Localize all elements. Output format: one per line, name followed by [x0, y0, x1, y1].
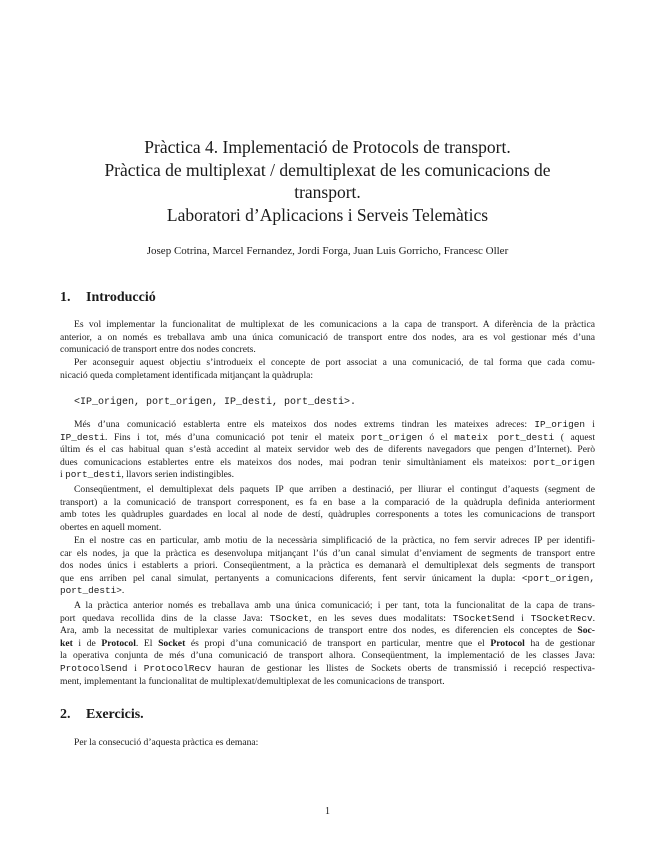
paragraph-line: obertes en aquell moment.	[60, 521, 162, 533]
title-line-4: Laboratori d’Aplicacions i Serveis Telemàtics	[166, 204, 489, 225]
code-run: ProtocolRecv	[143, 662, 212, 674]
paragraph-6	[60, 600, 595, 688]
paragraph-line: comunicació de transport entre dos nodes concrets.	[60, 344, 256, 356]
paragraph-line: Per la consecució d’aquesta pràctica es demana:	[74, 737, 259, 748]
section-heading-exercicis	[60, 707, 144, 723]
title-line-3: transport.	[294, 182, 361, 202]
code-run: ProtocolSend	[60, 662, 128, 674]
title-line-2: Pràctica de multiplexat / demultiplexat de les comunicacions de	[104, 159, 551, 180]
paragraph-5	[60, 535, 595, 598]
text-run: i	[60, 469, 66, 481]
section-number: 2.	[60, 707, 71, 722]
text-run: ( aquest	[554, 431, 596, 443]
text-run: és propi d’una comunicació de transport en particular, mentre que el	[185, 637, 491, 649]
bold-run: Protocol	[490, 637, 525, 649]
text-run: .	[121, 585, 125, 597]
text-run: i de	[72, 637, 102, 649]
paragraph-line: En el nostre cas en particular, amb motiu de la necessària simplificació de la pràctica, no fem servir adreces IP per identifi-	[74, 535, 595, 546]
text-run: . Fins i tot, més d’una comunicació pot tenir el mateix	[105, 431, 361, 443]
paragraph-7	[60, 737, 595, 750]
text-run: i	[127, 662, 144, 674]
code-run: IP_desti	[60, 431, 106, 443]
text-run: hauran de gestionar les llistes de Sockets oberts de transmissió i recepció respectiva-	[211, 662, 595, 674]
paragraph-line: amb totes les quàdruples guardades en local al node de destí, quàdruples corresponents a totes les comunicacions de transport	[60, 509, 595, 521]
text-run: dues comunicacions establertes entre els mateixos dos nodes, mai podran tenir simultàniament els mateixos:	[60, 456, 534, 468]
bold-run: Protocol	[101, 637, 136, 649]
code-run: port_desti>	[60, 585, 122, 597]
paragraph-line: Es vol implementar la funcionalitat de multiplexat de les comunicacions a la capa de transport. A diferència de la pràctica	[74, 319, 595, 330]
section-number: 1.	[60, 290, 71, 305]
bold-run: ket	[60, 637, 73, 649]
code-run: TSocketSend	[452, 612, 515, 624]
paragraph-line: transport) a la comunicació de transport corresponent, es fa en base a la comparació de la quàdrupla definida anteriorment	[60, 496, 595, 508]
text-run: ó el	[422, 431, 455, 443]
section-title: Exercicis.	[86, 707, 144, 722]
text-run: Ara, amb la necessitat de multiplexar varies comunicacions de transport entre dos nodes, es diferencien els conceptes de	[60, 625, 578, 637]
paragraph-line: nicació queda completament identificada mitjançant la quàdrupla:	[60, 369, 314, 381]
code-run: TSocket	[269, 612, 309, 624]
authors: Josep Cotrina, Marcel Fernandez, Jordi Forga, Juan Luis Gorricho, Francesc Oller	[146, 245, 509, 257]
section-title: Introducció	[86, 290, 156, 305]
section-heading-introduccio	[60, 290, 156, 306]
paragraph-line: ment, implementant la funcionalitat de multiplexat/demultiplexat de les comunicacions de transport.	[60, 675, 445, 687]
text-run: . El	[135, 637, 159, 649]
paragraph-line: últim és el cas habitual quan s’està accedint al mateix servidor web des de diferents navegadors que pengen d’Internet). Però	[60, 444, 595, 456]
paragraph-line: la operativa conjunta de més d’una comunicació de transport alhora. Conseqüentment, la implementació de les classes Java:	[60, 650, 595, 662]
text-run: ha de gestionar	[524, 637, 595, 649]
text-run: que ens arriben pel canal simulat, pertanyents a comunicacions diferents, fent servir únicament la dupla:	[60, 572, 522, 584]
text-run: Més d’una comunicació establerta entre els mateixos dos nodes extrems tindran les mateixes adreces:	[74, 419, 535, 430]
bold-run: Soc-	[577, 625, 595, 637]
paragraph-line: dos nodes únics i establerts a priori. Conseqüentment, a la pràctica es demanarà el demultiplexat dels segments de transport	[60, 560, 595, 572]
code-run: port_origen	[360, 431, 423, 443]
code-run: <port_origen,	[521, 572, 595, 584]
text-run: i	[514, 612, 531, 624]
page-number: 1	[325, 806, 330, 817]
code-run: mateix port_desti	[454, 431, 555, 443]
title-line-1: Pràctica 4. Implementació de Protocols de transport.	[144, 137, 511, 157]
code-run: IP_origen	[534, 419, 585, 430]
quadruple-code: <IP_origen, port_origen, IP_desti, port_desti>.	[74, 397, 357, 408]
paragraph-line: A la pràctica anterior només es treballava amb una única comunicació; i per tant, tota la funcionalitat de la capa de trans-	[74, 600, 595, 611]
paragraph-2	[60, 357, 595, 382]
paragraph-1	[60, 319, 595, 357]
paragraph-line: anterior, a on només es treballava amb una única comunicació de transport entre dos nodes, ara es vol gestionar més d’una	[60, 331, 595, 343]
text-run: .	[592, 612, 595, 624]
paragraph-line: Conseqüentment, el demultiplexat dels paquets IP que arriben a destinació, per lliurar el contingut d’aquests (segment de	[74, 484, 595, 495]
paragraph-4	[60, 484, 595, 534]
code-run: TSocketRecv	[530, 612, 593, 624]
document-title	[60, 136, 595, 226]
paragraph-line: Per aconseguir aquest objectiu s’introdueix el concepte de port associat a una comunicació, de tal forma que cada comu-	[74, 357, 595, 368]
text-run: , llavors serien indistingibles.	[121, 469, 235, 481]
text-run: , en les seves dues modalitats:	[308, 612, 453, 624]
bold-run: Socket	[158, 637, 186, 649]
text-run: i	[585, 419, 595, 430]
paragraph-line: car els nodes, ja que la pràctica es desenvolupa mitjançant l’ús d’un canal simulat d’enviament de segments de transport entre	[60, 547, 595, 559]
paragraph-3	[60, 419, 595, 482]
code-run: port_origen	[533, 456, 595, 468]
text-run: port quedava recollida dins de la classe Java:	[60, 612, 270, 624]
code-run: port_desti	[65, 469, 122, 481]
